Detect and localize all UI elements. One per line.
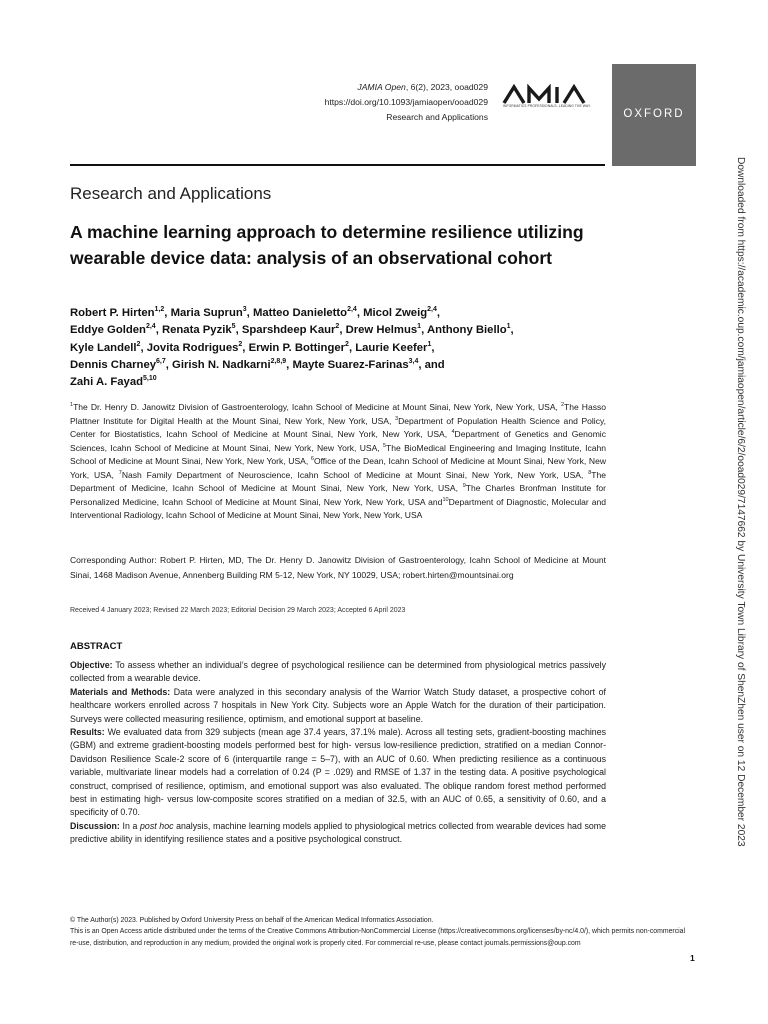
author-name: Anthony Biello — [426, 324, 507, 337]
author-separator: , — [339, 324, 346, 337]
abstract-objective — [70, 659, 606, 686]
affiliation-text: Department of Diagnostic, Molecular and Interventional Radiology, Icahn School of Medicine at Mount Sinai, New York, New York, USA — [70, 496, 606, 520]
affiliation-marker: 3 — [395, 415, 399, 422]
doi-link[interactable]: https://doi.org/10.1093/jamiaopen/ooad029 — [324, 97, 488, 107]
article-dates: Received 4 January 2023; Revised 22 March 2023; Editorial Decision 29 March 2023; Accepted 6 April 2023 — [70, 607, 406, 614]
abstract-heading: ABSTRACT — [70, 641, 123, 652]
author-name: Drew Helmus — [345, 324, 418, 337]
abstract-body — [70, 659, 606, 847]
author-separator: , — [421, 324, 427, 337]
author-affiliation-marker: 3,4 — [408, 358, 419, 366]
author-name: Laurie Keefer — [355, 341, 428, 354]
affiliation-marker: 10 — [442, 496, 449, 503]
author-affiliation-marker: 1 — [506, 323, 511, 331]
author-name: Girish N. Nadkarni — [172, 358, 271, 371]
license-footer — [70, 915, 695, 949]
objective-text: To assess whether an individual’s degree of psychological resilience can be determined from physiological metrics passively collected from a wearable device. — [70, 660, 606, 684]
author-name: Robert P. Hirten — [70, 307, 155, 319]
affiliations — [70, 401, 606, 523]
author-separator: , — [242, 341, 249, 354]
results-text: We evaluated data from 329 subjects (mean age 37.4 years, 37.1% male). Across all testing sets, gradient-boosting machines (GBM) and extreme gradient-boosting models performed best for high- versus low-resilience prediction, stratified on a median Connor-Davidson Resilience Scale-2 score of 6 (interquartile range = 5–7), with an AUC of 0.60. When predicting resilience as a continuous variable, multivariate linear models had a correlation of 0.24 (P = .029) and RMSE of 1.37 in the testing data. A positive psychological construct, comprised of resilience, optimism, and emotional support was also evaluated. The oblique random forest method performed best in estimating high- versus low-composite scores stratified on a median of 32.5, with an AUC of 0.65, a sensitivity of 0.60, and a specificity of 0.70. — [70, 727, 606, 818]
affiliation-marker: 6 — [310, 456, 314, 463]
author-name: Micol Zweig — [363, 307, 428, 319]
affiliation-text: The Charles Bronfman Institute for Personalized Medicine, Icahn School of Medicine at Mount Sinai, New York, New York, USA and — [70, 483, 606, 507]
amia-tagline: INFORMATICS PROFESSIONALS. LEADING THE WAY. — [503, 104, 591, 108]
abstract-discussion — [70, 820, 606, 847]
author-affiliation-marker: 2,8,9 — [270, 358, 287, 366]
author-separator: , and — [418, 358, 445, 371]
author-name: Sparshdeep Kaur — [241, 324, 336, 337]
objective-label: Objective: — [70, 660, 113, 670]
affiliation-marker: 9 — [462, 483, 466, 490]
affiliation-text: The Department of Medicine, Icahn School of Medicine at Mount Sinai, New York, New York, USA, — [70, 469, 606, 493]
article-title: A machine learning approach to determine resilience utilizing wearable device data: analysis of an observational cohort — [70, 222, 584, 268]
affiliation-marker: 7 — [118, 469, 122, 476]
author-separator: , — [431, 341, 435, 354]
author-affiliation-marker: 5 — [231, 323, 236, 331]
author-affiliation-marker: 2 — [238, 340, 243, 348]
affiliation-marker: 5 — [382, 442, 387, 449]
affiliation-text: Department of Genetics and Genomic Sciences, Icahn School of Medicine at Mount Sinai, New York, New York, USA, — [70, 429, 606, 453]
discussion-label: Discussion: — [70, 820, 120, 831]
author-affiliation-marker: 5,10 — [143, 375, 157, 383]
author-name: Dennis Charney — [70, 358, 157, 371]
author-affiliation-marker: 1 — [417, 323, 422, 331]
author-affiliation-marker: 1 — [427, 340, 432, 348]
author-name: Maria Suprun — [170, 307, 243, 319]
journal-section-label: Research and Applications — [386, 112, 488, 122]
header-rule — [70, 164, 605, 166]
affiliation-marker: 4 — [451, 429, 455, 436]
affiliation-text: Office of the Dean, Icahn School of Medicine at Mount Sinai, New York, New York, USA, — [70, 456, 607, 480]
author-list — [70, 305, 610, 391]
page-number: 1 — [690, 953, 695, 963]
author-affiliation-marker: 2,4 — [145, 323, 156, 331]
results-label: Results: — [70, 727, 105, 738]
amia-logo — [502, 84, 602, 114]
journal-name: JAMIA Open — [357, 82, 406, 92]
affiliation-text: Department of Population Health Science and Policy, Center for Biostatistics, Icahn School of Medicine at Mount Sinai, New York, New York, USA, — [70, 415, 606, 439]
author-separator: , — [155, 324, 162, 337]
affiliation-marker: 8 — [588, 469, 592, 476]
author-separator: , — [348, 341, 356, 354]
download-watermark: Downloaded from https://academic.oup.com/jamiaopen/article/6/2/ooad029/7147662 by University Town Library of ShenZhen user on 12 December 2023 — [735, 157, 746, 847]
affiliation-text: The Hasso Plattner Institute for Digital Health at the Mount Sinai, New York, New York, USA, — [70, 402, 607, 426]
author-name: Renata Pyzik — [161, 324, 232, 337]
discussion-text-post: analysis, machine learning models applied to physiological metrics collected from wearable devices had some predictive ability in identifying resilience states and a positive psychological construct. — [70, 820, 606, 845]
author-separator: , — [510, 324, 514, 337]
author-name: Zahi A. Fayad — [70, 376, 144, 389]
copyright-line: © The Author(s) 2023. Published by Oxford University Press on behalf of the American Medical Informatics Association. — [70, 917, 434, 924]
author-separator: , — [164, 307, 171, 319]
author-name: Mayte Suarez-Farinas — [292, 358, 409, 371]
author-name: Eddye Golden — [70, 324, 146, 337]
affiliation-marker: 1 — [70, 402, 74, 409]
journal-meta — [325, 80, 488, 125]
author-separator: , — [286, 358, 293, 371]
author-affiliation-marker: 2,4 — [427, 306, 437, 314]
author-affiliation-marker: 3 — [242, 306, 247, 314]
corresponding-author: Corresponding Author: Robert P. Hirten, MD, The Dr. Henry D. Janowitz Division of Gastroenterology, Icahn School of Medicine at Mount Sinai, 1468 Madison Avenue, Annenberg Building RM 5-12, New York, NY 10029, USA; robert.hirten@mountsinai.org — [70, 555, 606, 580]
author-separator: , — [246, 307, 253, 319]
author-affiliation-marker: 2 — [136, 340, 141, 348]
author-name: Matteo Danieletto — [252, 307, 348, 319]
affiliation-text: The BioMedical Engineering and Imaging Institute, Icahn School of Medicine at Mount Sinai, New York, New York, USA, — [70, 442, 606, 466]
author-affiliation-marker: 2 — [335, 323, 340, 331]
journal-issue: , 6(2), 2023, ooad029 — [405, 82, 488, 92]
discussion-italic: post hoc — [140, 820, 174, 831]
methods-text: Data were analyzed in this secondary analysis of the Warrior Watch Study dataset, a prospective cohort of healthcare workers enrolled across 7 hospitals in New York City. Subjects wore an Apple Watch for the duration of their participation. Surveys were collected measuring resilience, optimism, and emotional support at baseline. — [70, 686, 606, 724]
methods-label: Materials and Methods: — [70, 686, 171, 697]
author-name: Jovita Rodrigues — [146, 341, 239, 354]
author-separator: , — [356, 307, 364, 319]
author-separator: , — [235, 324, 242, 337]
affiliation-text: Nash Family Department of Neuroscience, Icahn School of Medicine at Mount Sinai, New York, New York, USA, — [121, 469, 589, 480]
abstract-methods — [70, 686, 606, 726]
author-separator: , — [165, 358, 173, 371]
author-name: Erwin P. Bottinger — [248, 341, 346, 354]
author-affiliation-marker: 2 — [345, 340, 349, 348]
license-text: This is an Open Access article distributed under the terms of the Creative Commons Attribution-NonCommercial License (https://creativecommons.org/licenses/by-nc/4.0/), which permits non-commercial re-use, distribution, and reproduction in any medium, provided the original work is properly cited. For commercial re-use, please contact journals.permissions@oup.com — [70, 928, 686, 947]
author-affiliation-marker: 1,2 — [154, 306, 165, 314]
abstract-results — [70, 726, 606, 820]
article-section: Research and Applications — [70, 184, 272, 203]
discussion-text-pre: In a — [119, 820, 141, 831]
author-name: Kyle Landell — [70, 341, 137, 354]
author-separator: , — [436, 307, 441, 319]
author-separator: , — [140, 341, 147, 354]
affiliation-text: The Dr. Henry D. Janowitz Division of Gastroenterology, Icahn School of Medicine at Mount Sinai, New York, New York, USA, — [73, 402, 561, 412]
author-affiliation-marker: 2,4 — [347, 306, 357, 314]
author-affiliation-marker: 6,7 — [156, 358, 166, 366]
affiliation-marker: 2 — [560, 402, 565, 409]
oxford-logo-text: OXFORD — [623, 108, 685, 120]
